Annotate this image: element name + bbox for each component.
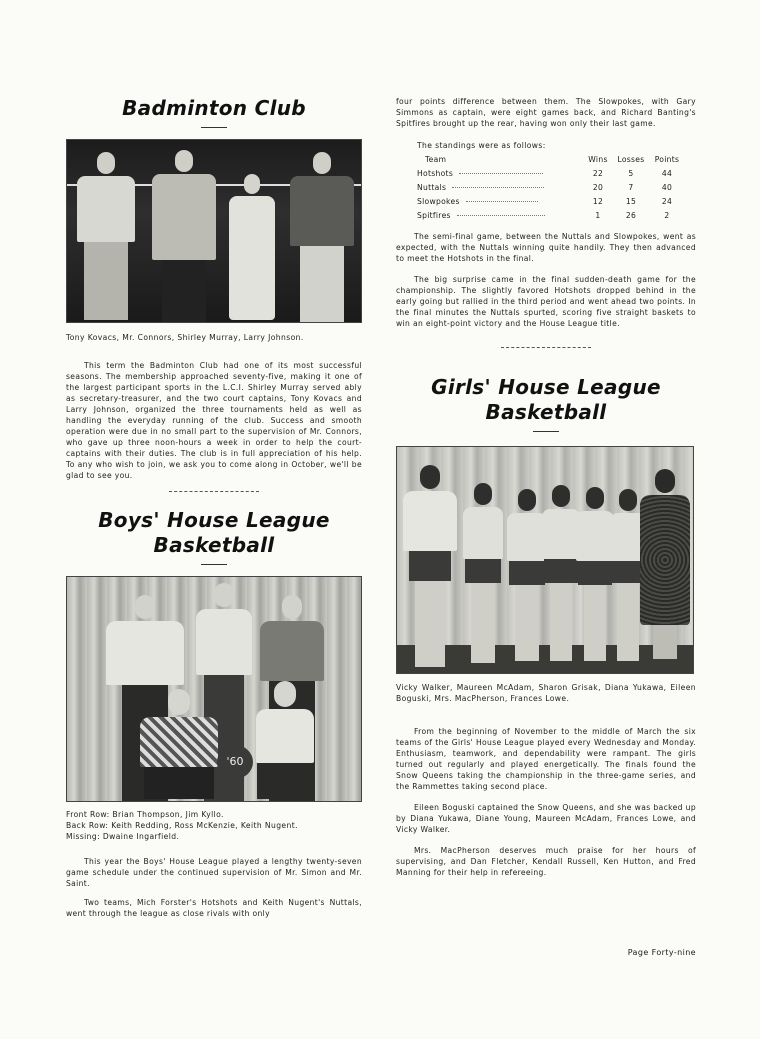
girls-para: Mrs. MacPherson deserves much praise for her hours of supervising, and Dan Fletcher, Kendall Russell, Ken Hutton, and Fred Manning for their help in refereeing.	[396, 846, 696, 877]
points: 2	[664, 210, 670, 220]
ball-text: '60	[226, 755, 244, 768]
section-divider	[169, 491, 259, 492]
badminton-title: Badminton Club	[122, 96, 306, 120]
standings-row	[417, 208, 685, 222]
wins: 12	[592, 196, 604, 206]
boys-caption-line: Missing: Dwaine Ingarfield.	[66, 832, 180, 841]
points: 40	[661, 182, 673, 192]
badminton-body: This term the Badminton Club had one of its most successful seasons. The membership approached seventy-five, making it one of the largest participant sports in the L.C.I. Shirley Murray served ably as secretary-treasurer, and the two court captains, Tony Kovacs and Larry Johnson, organized the three tournaments held as well as handling the everyday running of the club. Success and smooth operation were due in no small part to the supervision of Mr. Connors, who gave up three noon-hours a week in order to help the court-captains with their duties. The club is in full appreciation of his help. To any who wish to join, we ask you to come along in October, we'll be glad to see you.	[66, 361, 362, 480]
wins: 1	[595, 210, 601, 220]
boys-para: Two teams, Mich Forster's Hotshots and Keith Nugent's Nuttals, went through the league as close rivals with only	[66, 898, 362, 918]
boys-caption-line: Front Row: Brian Thompson, Jim Kyllo.	[66, 810, 224, 819]
standings-header-row	[417, 152, 685, 166]
boys-para: The big surprise came in the final sudden-death game for the championship. The slightly favored Hotshots dropped behind in the early going but rallied in the third period and went ahead two points. In the final minutes the Nuttals spurted, scoring five straight baskets to win an eight-point victory and the House League title.	[396, 275, 696, 328]
title-rule	[201, 564, 227, 565]
standings-intro: The standings were as follows:	[417, 141, 546, 150]
title-rule	[201, 127, 227, 128]
leader-dots	[459, 173, 543, 174]
team-name: Hotshots	[417, 168, 454, 178]
leader-dots	[452, 187, 544, 188]
girls-para: Eileen Boguski captained the Snow Queens, and she was backed up by Diana Yukawa, Diane Young, Maureen McAdam, Frances Lowe, and Vicky Walker.	[396, 803, 696, 834]
leader-dots	[457, 215, 545, 216]
points: 24	[661, 196, 673, 206]
page-number: Page Forty-nine	[627, 948, 696, 957]
girls-para: From the beginning of November to the middle of March the six teams of the Girls' House League played every Wednesday and Monday. Enthusiasm, teamwork, and dependability were rampant. The girls turned out regularly and played energetically. The finals found the Snow Queens taking the championship in the three-game series, and the Rammettes taking second place.	[396, 727, 696, 791]
wins: 20	[592, 182, 604, 192]
col-wins: Wins	[588, 154, 608, 164]
girls-caption: Vicky Walker, Maureen McAdam, Sharon Grisak, Diana Yukawa, Eileen Boguski, Mrs. MacPherson, Frances Lowe.	[396, 683, 696, 703]
boys-para: four points difference between them. The Slowpokes, with Gary Simmons as captain, were eight games back, and Richard Banting's Spitfires brought up the rear, having won only their last game.	[396, 97, 696, 128]
boys-caption-line: Back Row: Keith Redding, Ross McKenzie, Keith Nugent.	[66, 821, 298, 830]
col-team: Team	[425, 154, 447, 164]
points: 44	[661, 168, 673, 178]
team-name: Slowpokes	[417, 196, 460, 206]
col-losses: Losses	[617, 154, 645, 164]
boys-title-line1: Boys' House League	[98, 508, 330, 532]
leader-dots	[466, 201, 538, 202]
boys-team-photo	[66, 576, 362, 802]
boys-para: This year the Boys' House League played a lengthy twenty-seven game schedule under the continued supervision of Mr. Simon and Mr. Saint.	[66, 857, 362, 888]
badminton-photo	[66, 139, 362, 323]
standings-row	[417, 166, 685, 180]
wins: 22	[592, 168, 604, 178]
losses: 26	[625, 210, 637, 220]
girls-title-line1: Girls' House League	[431, 375, 661, 399]
losses: 7	[628, 182, 634, 192]
boys-para: The semi-final game, between the Nuttals and Slowpokes, went as expected, with the Nuttals winning quite handily. They then advanced to meet the Hotshots in the final.	[396, 232, 696, 263]
col-points: Points	[654, 154, 680, 164]
girls-team-photo	[396, 446, 694, 674]
team-name: Spitfires	[417, 210, 451, 220]
section-divider	[501, 347, 591, 348]
basketball	[217, 745, 253, 779]
losses: 5	[628, 168, 634, 178]
girls-title-line2: Basketball	[485, 400, 607, 424]
badminton-caption: Tony Kovacs, Mr. Connors, Shirley Murray, Larry Johnson.	[66, 333, 304, 342]
standings-table	[417, 152, 685, 222]
standings-row	[417, 180, 685, 194]
title-rule	[533, 431, 559, 432]
standings-row	[417, 194, 685, 208]
team-name: Nuttals	[417, 182, 447, 192]
losses: 15	[625, 196, 637, 206]
boys-title-line2: Basketball	[153, 533, 275, 557]
